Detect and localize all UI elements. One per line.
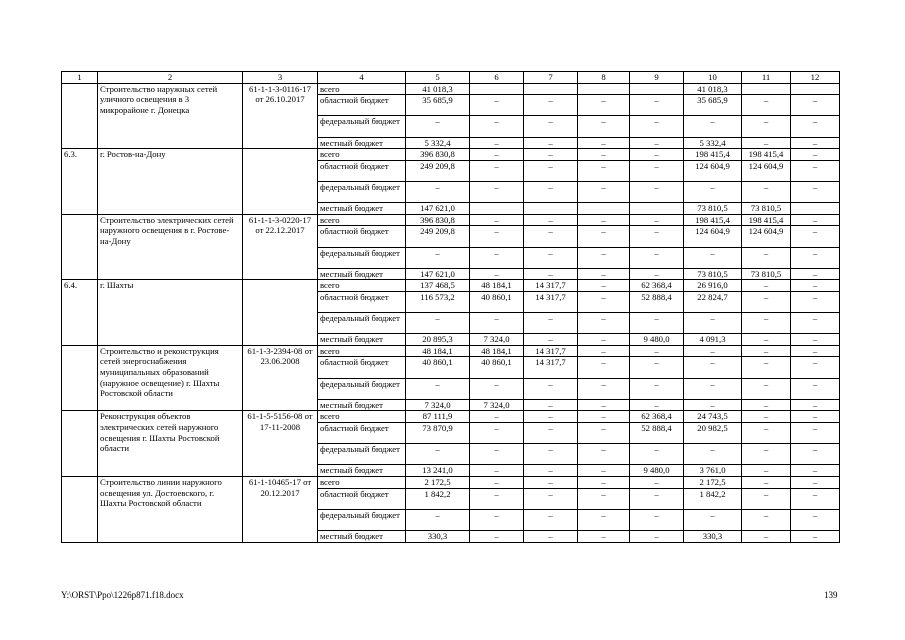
amount-cell: –: [470, 423, 524, 444]
amount-cell: –: [630, 313, 684, 334]
amount-cell: –: [684, 509, 742, 530]
amount-cell: –: [578, 160, 630, 181]
amount-cell: 22 824,7: [684, 291, 742, 312]
amount-cell: –: [470, 214, 524, 226]
footer-file-path: Y:\ORST\Ppo\1226p871.f18.docx: [61, 590, 184, 600]
amount-cell: –: [406, 313, 470, 334]
column-number: 6: [470, 72, 524, 84]
amount-cell: –: [578, 137, 630, 149]
amount-cell: 24 743,5: [684, 411, 742, 423]
amount-cell: 41 018,3: [406, 83, 470, 95]
amount-cell: –: [470, 313, 524, 334]
amount-cell: –: [684, 313, 742, 334]
amount-cell: –: [742, 444, 791, 465]
amount-cell: –: [578, 334, 630, 346]
funding-source-label: местный бюджет: [318, 268, 406, 280]
amount-cell: 41 018,3: [684, 83, 742, 95]
amount-cell: –: [524, 181, 578, 202]
table-row: [62, 83, 840, 95]
amount-cell: –: [791, 334, 840, 346]
amount-cell: –: [406, 247, 470, 268]
amount-cell: –: [524, 399, 578, 411]
column-number: 9: [630, 72, 684, 84]
amount-cell: [524, 83, 578, 95]
amount-cell: 14 317,7: [524, 357, 578, 378]
amount-cell: –: [791, 411, 840, 423]
document-sheet: [61, 71, 839, 543]
amount-cell: 4 091,3: [684, 334, 742, 346]
amount-cell: –: [406, 378, 470, 399]
funding-source-label: федеральный бюджет: [318, 313, 406, 334]
amount-cell: 124 604,9: [742, 160, 791, 181]
amount-cell: –: [470, 509, 524, 530]
amount-cell: 40 860,1: [406, 357, 470, 378]
amount-cell: 35 685,9: [684, 95, 742, 116]
amount-cell: –: [578, 313, 630, 334]
amount-cell: –: [791, 399, 840, 411]
object-name: Строительство наружных сетей уличного освещения в 3 микрорайоне г. Донецка: [98, 83, 243, 149]
amount-cell: –: [791, 357, 840, 378]
project-code: 61-1-5-5156-08 от 17-11-2008: [243, 411, 318, 477]
amount-cell: –: [524, 247, 578, 268]
amount-cell: –: [630, 530, 684, 542]
amount-cell: –: [578, 247, 630, 268]
amount-cell: –: [524, 530, 578, 542]
amount-cell: 7 324,0: [406, 399, 470, 411]
amount-cell: –: [406, 509, 470, 530]
funding-source-label: всего: [318, 411, 406, 423]
amount-cell: –: [578, 214, 630, 226]
funding-source-label: местный бюджет: [318, 334, 406, 346]
amount-cell: –: [791, 444, 840, 465]
project-code: 61-1-1-3-0220-17 от 22.12.2017: [243, 214, 318, 280]
funding-source-label: областной бюджет: [318, 160, 406, 181]
funding-source-label: областной бюджет: [318, 488, 406, 509]
item-number: [62, 411, 98, 477]
object-name: Строительство электрических сетей наружного освещения в г. Ростове-на-Дону: [98, 214, 243, 280]
amount-cell: –: [791, 530, 840, 542]
object-name: г. Шахты: [98, 280, 243, 346]
amount-cell: –: [791, 280, 840, 292]
amount-cell: [470, 83, 524, 95]
amount-cell: –: [791, 345, 840, 357]
amount-cell: 13 241,0: [406, 465, 470, 477]
amount-cell: –: [742, 345, 791, 357]
amount-cell: 73 810,5: [742, 203, 791, 215]
item-number: [62, 214, 98, 280]
amount-cell: –: [791, 476, 840, 488]
amount-cell: –: [742, 116, 791, 137]
amount-cell: –: [578, 423, 630, 444]
amount-cell: –: [630, 214, 684, 226]
amount-cell: –: [684, 116, 742, 137]
amount-cell: –: [578, 95, 630, 116]
project-code: 61-1-10465-17 от 20.12.2017: [243, 476, 318, 542]
amount-cell: –: [630, 357, 684, 378]
amount-cell: 249 209,8: [406, 226, 470, 247]
object-name: Строительство и реконструкция сетей энергоснабжения муниципальных образований (наружное освещение) г. Шахты Ростовской области: [98, 345, 243, 411]
column-number: 3: [243, 72, 318, 84]
amount-cell: –: [742, 509, 791, 530]
amount-cell: –: [524, 116, 578, 137]
amount-cell: –: [578, 116, 630, 137]
amount-cell: [578, 203, 630, 215]
amount-cell: –: [578, 411, 630, 423]
amount-cell: 14 317,7: [524, 291, 578, 312]
item-number: [62, 476, 98, 542]
object-name: Строительство линии наружного освещения ул. Достоевского, г. Шахты Ростовской области: [98, 476, 243, 542]
amount-cell: 198 415,4: [742, 149, 791, 161]
amount-cell: –: [470, 226, 524, 247]
amount-cell: –: [524, 226, 578, 247]
amount-cell: 62 368,4: [630, 280, 684, 292]
amount-cell: –: [791, 149, 840, 161]
amount-cell: 198 415,4: [742, 214, 791, 226]
funding-source-label: областной бюджет: [318, 423, 406, 444]
funding-source-label: федеральный бюджет: [318, 444, 406, 465]
table-row: [62, 476, 840, 488]
amount-cell: –: [578, 476, 630, 488]
amount-cell: –: [742, 95, 791, 116]
amount-cell: 7 324,0: [470, 399, 524, 411]
amount-cell: 2 172,5: [406, 476, 470, 488]
amount-cell: –: [470, 476, 524, 488]
amount-cell: 124 604,9: [742, 226, 791, 247]
amount-cell: –: [524, 423, 578, 444]
amount-cell: –: [630, 95, 684, 116]
funding-source-label: федеральный бюджет: [318, 247, 406, 268]
column-number: 4: [318, 72, 406, 84]
amount-cell: 116 573,2: [406, 291, 470, 312]
amount-cell: [791, 83, 840, 95]
amount-cell: 396 830,8: [406, 149, 470, 161]
object-name: г. Ростов-на-Дону: [98, 149, 243, 215]
amount-cell: –: [524, 411, 578, 423]
amount-cell: –: [791, 488, 840, 509]
amount-cell: –: [742, 280, 791, 292]
table-row: [62, 280, 840, 292]
amount-cell: –: [630, 116, 684, 137]
column-number: 11: [742, 72, 791, 84]
amount-cell: –: [791, 378, 840, 399]
amount-cell: –: [406, 116, 470, 137]
amount-cell: –: [630, 345, 684, 357]
project-code: [243, 280, 318, 346]
amount-cell: 20 895,3: [406, 334, 470, 346]
amount-cell: 73 810,5: [742, 268, 791, 280]
amount-cell: 137 468,5: [406, 280, 470, 292]
column-number: 5: [406, 72, 470, 84]
amount-cell: 40 860,1: [470, 291, 524, 312]
item-number: [62, 345, 98, 411]
amount-cell: –: [791, 291, 840, 312]
amount-cell: –: [524, 465, 578, 477]
amount-cell: –: [578, 399, 630, 411]
amount-cell: –: [524, 149, 578, 161]
funding-source-label: местный бюджет: [318, 465, 406, 477]
amount-cell: –: [684, 247, 742, 268]
amount-cell: 396 830,8: [406, 214, 470, 226]
amount-cell: 5 332,4: [684, 137, 742, 149]
amount-cell: –: [791, 181, 840, 202]
amount-cell: 26 916,0: [684, 280, 742, 292]
funding-source-label: всего: [318, 345, 406, 357]
amount-cell: 14 317,7: [524, 280, 578, 292]
funding-source-label: всего: [318, 149, 406, 161]
amount-cell: –: [742, 181, 791, 202]
amount-cell: 198 415,4: [684, 149, 742, 161]
amount-cell: –: [742, 378, 791, 399]
amount-cell: –: [742, 313, 791, 334]
budget-table: [61, 71, 840, 543]
amount-cell: –: [578, 291, 630, 312]
amount-cell: –: [524, 476, 578, 488]
amount-cell: [630, 83, 684, 95]
amount-cell: –: [742, 334, 791, 346]
amount-cell: –: [630, 268, 684, 280]
amount-cell: –: [406, 181, 470, 202]
project-code: [243, 149, 318, 215]
table-row: [62, 411, 840, 423]
amount-cell: –: [791, 465, 840, 477]
funding-source-label: местный бюджет: [318, 399, 406, 411]
funding-source-label: местный бюджет: [318, 137, 406, 149]
amount-cell: –: [406, 444, 470, 465]
amount-cell: –: [630, 399, 684, 411]
amount-cell: 2 172,5: [684, 476, 742, 488]
amount-cell: –: [684, 444, 742, 465]
amount-cell: 48 184,1: [406, 345, 470, 357]
amount-cell: –: [791, 313, 840, 334]
amount-cell: –: [470, 116, 524, 137]
amount-cell: [791, 203, 840, 215]
amount-cell: –: [524, 444, 578, 465]
amount-cell: –: [524, 137, 578, 149]
table-row: [62, 149, 840, 161]
amount-cell: 48 184,1: [470, 345, 524, 357]
amount-cell: –: [791, 268, 840, 280]
amount-cell: –: [578, 149, 630, 161]
column-number: 7: [524, 72, 578, 84]
amount-cell: 9 480,0: [630, 334, 684, 346]
amount-cell: 147 621,0: [406, 268, 470, 280]
amount-cell: –: [470, 268, 524, 280]
amount-cell: –: [524, 214, 578, 226]
amount-cell: [524, 203, 578, 215]
amount-cell: –: [578, 509, 630, 530]
amount-cell: –: [742, 247, 791, 268]
amount-cell: –: [470, 149, 524, 161]
funding-source-label: местный бюджет: [318, 530, 406, 542]
amount-cell: –: [684, 181, 742, 202]
amount-cell: –: [630, 476, 684, 488]
amount-cell: –: [470, 137, 524, 149]
table-row: [62, 214, 840, 226]
funding-source-label: всего: [318, 476, 406, 488]
table-body: [62, 72, 840, 543]
amount-cell: –: [742, 465, 791, 477]
amount-cell: –: [791, 423, 840, 444]
amount-cell: –: [578, 465, 630, 477]
amount-cell: –: [630, 378, 684, 399]
funding-source-label: областной бюджет: [318, 226, 406, 247]
amount-cell: –: [742, 411, 791, 423]
amount-cell: –: [684, 399, 742, 411]
amount-cell: –: [742, 530, 791, 542]
amount-cell: –: [742, 423, 791, 444]
amount-cell: 3 761,0: [684, 465, 742, 477]
amount-cell: –: [791, 214, 840, 226]
amount-cell: 124 604,9: [684, 226, 742, 247]
amount-cell: –: [578, 280, 630, 292]
amount-cell: 87 111,9: [406, 411, 470, 423]
amount-cell: –: [630, 181, 684, 202]
amount-cell: –: [524, 313, 578, 334]
column-number: 1: [62, 72, 98, 84]
amount-cell: 35 685,9: [406, 95, 470, 116]
amount-cell: –: [742, 476, 791, 488]
amount-cell: –: [791, 247, 840, 268]
amount-cell: 249 209,8: [406, 160, 470, 181]
amount-cell: –: [684, 378, 742, 399]
funding-source-label: всего: [318, 280, 406, 292]
amount-cell: –: [578, 444, 630, 465]
amount-cell: –: [470, 465, 524, 477]
amount-cell: 62 368,4: [630, 411, 684, 423]
column-number: 10: [684, 72, 742, 84]
column-number: 8: [578, 72, 630, 84]
item-number: [62, 83, 98, 149]
project-code: 61-1-1-3-0116-17 от 26.10.2017: [243, 83, 318, 149]
amount-cell: 40 860,1: [470, 357, 524, 378]
object-name: Реконструкция объектов электрических сетей наружного освещения г. Шахты Ростовской области: [98, 411, 243, 477]
amount-cell: [470, 203, 524, 215]
amount-cell: –: [742, 137, 791, 149]
funding-source-label: федеральный бюджет: [318, 116, 406, 137]
amount-cell: –: [524, 95, 578, 116]
column-number: 12: [791, 72, 840, 84]
amount-cell: –: [630, 226, 684, 247]
funding-source-label: всего: [318, 83, 406, 95]
header-row: [62, 72, 840, 84]
amount-cell: –: [684, 345, 742, 357]
amount-cell: –: [470, 95, 524, 116]
amount-cell: –: [742, 399, 791, 411]
amount-cell: 147 621,0: [406, 203, 470, 215]
amount-cell: –: [524, 160, 578, 181]
amount-cell: 20 982,5: [684, 423, 742, 444]
amount-cell: –: [684, 357, 742, 378]
amount-cell: 48 184,1: [470, 280, 524, 292]
amount-cell: [742, 83, 791, 95]
funding-source-label: областной бюджет: [318, 357, 406, 378]
amount-cell: –: [630, 160, 684, 181]
item-number: 6.4.: [62, 280, 98, 346]
amount-cell: –: [791, 226, 840, 247]
amount-cell: –: [524, 334, 578, 346]
amount-cell: 14 317,7: [524, 345, 578, 357]
amount-cell: –: [791, 509, 840, 530]
amount-cell: –: [524, 268, 578, 280]
amount-cell: –: [578, 488, 630, 509]
amount-cell: 73 810,5: [684, 268, 742, 280]
funding-source-label: областной бюджет: [318, 95, 406, 116]
amount-cell: –: [630, 149, 684, 161]
amount-cell: 1 842,2: [684, 488, 742, 509]
funding-source-label: всего: [318, 214, 406, 226]
amount-cell: –: [630, 247, 684, 268]
amount-cell: –: [470, 181, 524, 202]
amount-cell: –: [470, 411, 524, 423]
funding-source-label: местный бюджет: [318, 203, 406, 215]
amount-cell: –: [578, 345, 630, 357]
amount-cell: –: [470, 444, 524, 465]
amount-cell: 330,3: [684, 530, 742, 542]
funding-source-label: федеральный бюджет: [318, 378, 406, 399]
amount-cell: –: [578, 357, 630, 378]
amount-cell: –: [524, 488, 578, 509]
amount-cell: 198 415,4: [684, 214, 742, 226]
amount-cell: –: [470, 488, 524, 509]
amount-cell: –: [524, 509, 578, 530]
funding-source-label: федеральный бюджет: [318, 509, 406, 530]
amount-cell: –: [791, 95, 840, 116]
amount-cell: –: [742, 291, 791, 312]
amount-cell: –: [630, 509, 684, 530]
amount-cell: –: [791, 137, 840, 149]
amount-cell: –: [578, 530, 630, 542]
amount-cell: 52 888,4: [630, 291, 684, 312]
amount-cell: –: [630, 137, 684, 149]
amount-cell: –: [470, 247, 524, 268]
table-row: [62, 345, 840, 357]
amount-cell: 73 870,9: [406, 423, 470, 444]
footer-page-number: 139: [824, 590, 838, 600]
amount-cell: –: [791, 116, 840, 137]
amount-cell: 1 842,2: [406, 488, 470, 509]
amount-cell: –: [791, 160, 840, 181]
amount-cell: [630, 203, 684, 215]
column-number: 2: [98, 72, 243, 84]
funding-source-label: федеральный бюджет: [318, 181, 406, 202]
amount-cell: –: [524, 378, 578, 399]
amount-cell: –: [470, 160, 524, 181]
amount-cell: 52 888,4: [630, 423, 684, 444]
amount-cell: –: [742, 357, 791, 378]
amount-cell: 124 604,9: [684, 160, 742, 181]
amount-cell: –: [742, 488, 791, 509]
amount-cell: [578, 83, 630, 95]
amount-cell: –: [578, 378, 630, 399]
amount-cell: –: [630, 488, 684, 509]
amount-cell: –: [578, 268, 630, 280]
amount-cell: –: [470, 378, 524, 399]
funding-source-label: областной бюджет: [318, 291, 406, 312]
project-code: 61-1-3-2394-08 от 23.06.2008: [243, 345, 318, 411]
item-number: 6.3.: [62, 149, 98, 215]
amount-cell: –: [578, 181, 630, 202]
amount-cell: 5 332,4: [406, 137, 470, 149]
amount-cell: –: [578, 226, 630, 247]
amount-cell: 330,3: [406, 530, 470, 542]
amount-cell: 73 810,5: [684, 203, 742, 215]
amount-cell: 7 324,0: [470, 334, 524, 346]
amount-cell: 9 480,0: [630, 465, 684, 477]
amount-cell: –: [630, 444, 684, 465]
amount-cell: –: [470, 530, 524, 542]
